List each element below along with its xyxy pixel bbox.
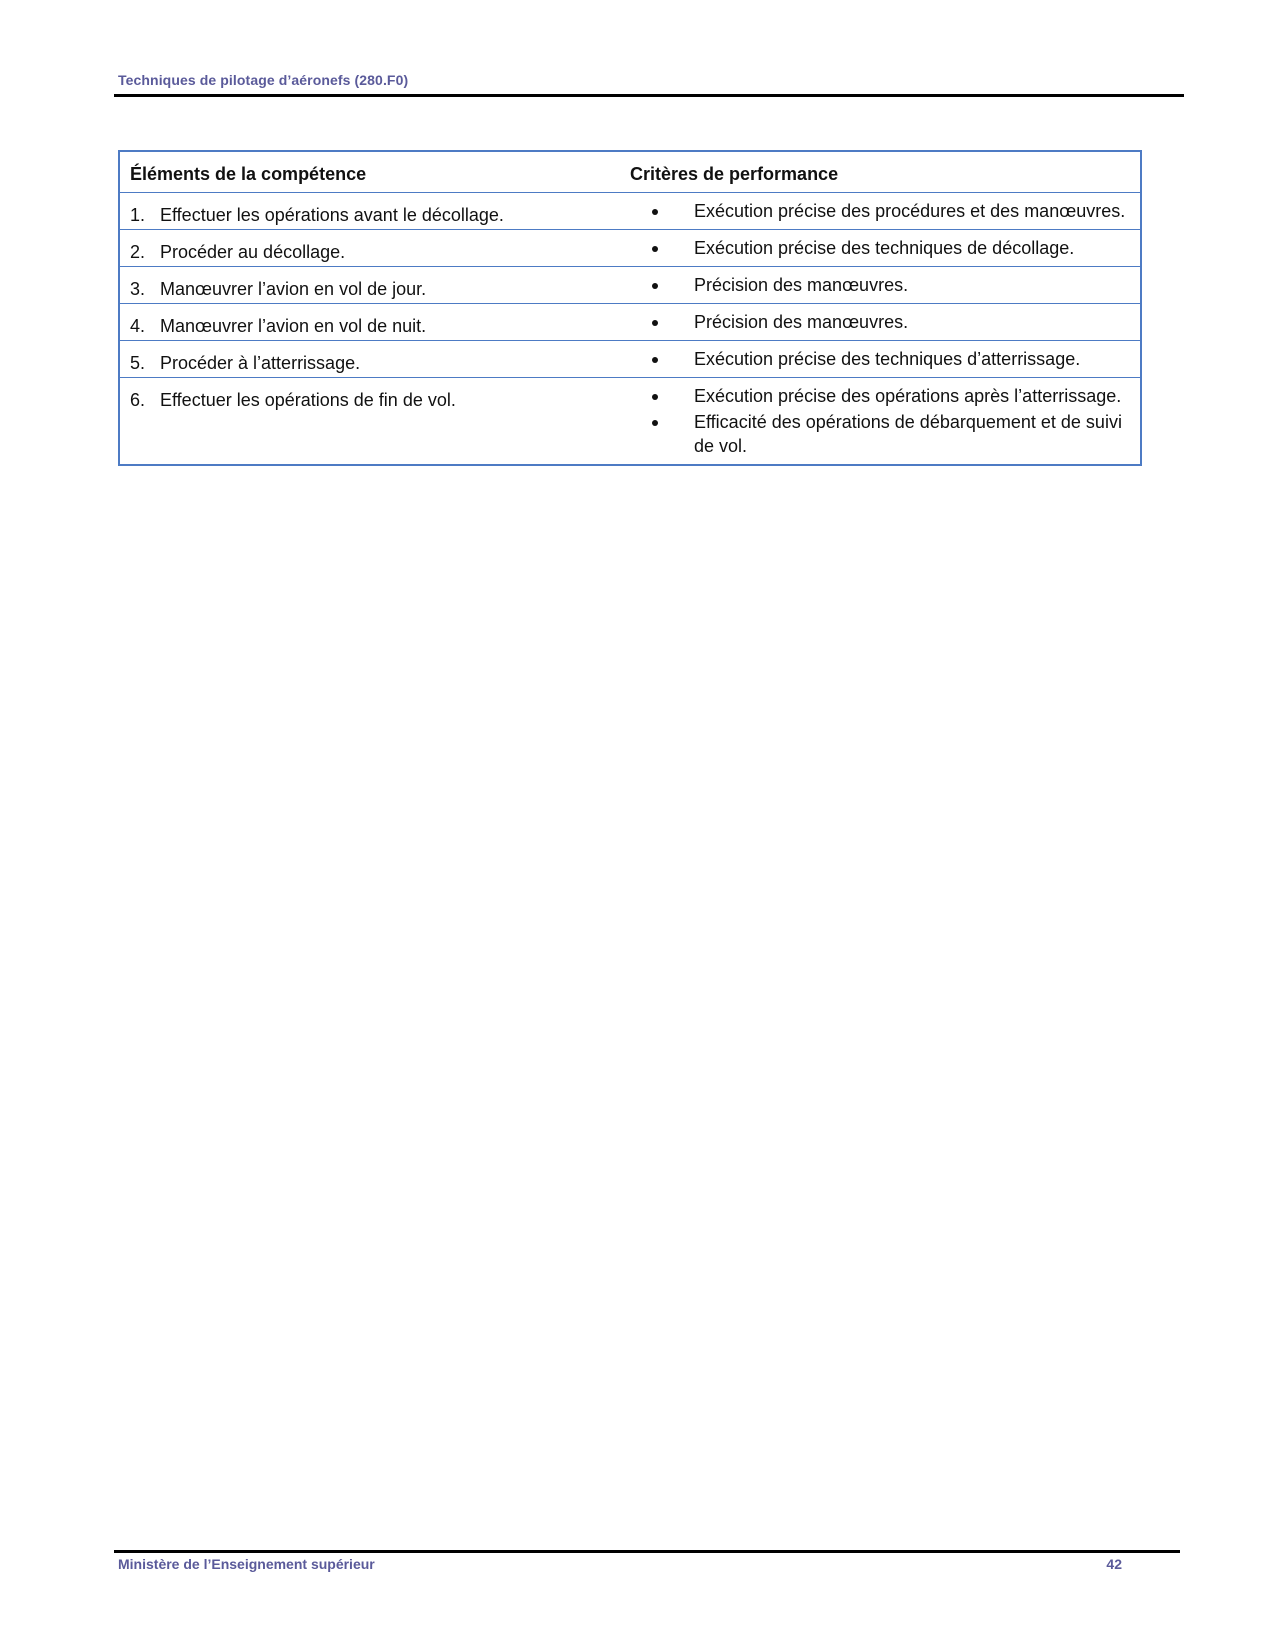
- criterion-item: [652, 410, 1130, 458]
- column-heading-criteria: Critères de performance: [630, 164, 839, 184]
- criteria-cell: [630, 267, 1140, 303]
- element-cell: [120, 304, 630, 340]
- footer-rule: [114, 1550, 1180, 1553]
- criteria-cell: [630, 304, 1140, 340]
- criterion-text: Exécution précise des techniques de décollage.: [694, 238, 1075, 258]
- criteria-cell: [630, 230, 1140, 266]
- criteria-cell: [630, 378, 1140, 464]
- element-number: 3.: [130, 279, 146, 299]
- criterion-text: Exécution précise des opérations après l’atterrissage.: [694, 386, 1122, 406]
- competence-table: [118, 150, 1142, 466]
- table-row: [120, 229, 1140, 266]
- bullet-icon: [652, 246, 658, 252]
- element-text: Effectuer les opérations avant le décollage.: [160, 205, 504, 225]
- criterion-item: [652, 347, 1130, 371]
- criterion-item: [652, 273, 1130, 297]
- element-cell: [120, 267, 630, 303]
- criterion-item: [652, 199, 1130, 223]
- bullet-icon: [652, 394, 658, 400]
- criterion-item: [652, 310, 1130, 334]
- criterion-item: [652, 236, 1130, 260]
- column-heading-elements: Éléments de la compétence: [130, 164, 367, 184]
- table-header-row: [120, 152, 1140, 192]
- element-text: Manœuvrer l’avion en vol de jour.: [160, 279, 427, 299]
- criterion-text: Précision des manœuvres.: [694, 312, 909, 332]
- criterion-text: Efficacité des opérations de débarquement et de suivi de vol.: [694, 412, 1122, 456]
- element-number: 4.: [130, 316, 146, 336]
- bullet-icon: [652, 209, 658, 215]
- table-row: [120, 340, 1140, 377]
- criteria-cell: [630, 193, 1140, 229]
- bullet-icon: [652, 357, 658, 363]
- element-cell: [120, 193, 630, 229]
- criterion-text: Exécution précise des procédures et des manœuvres.: [694, 201, 1126, 221]
- criterion-text: Exécution précise des techniques d’atterrissage.: [694, 349, 1081, 369]
- page-number: 42: [1106, 1556, 1122, 1572]
- element-text: Procéder à l’atterrissage.: [160, 353, 361, 373]
- table-row: [120, 192, 1140, 229]
- running-footer: [118, 1556, 1122, 1572]
- element-cell: [120, 378, 630, 464]
- element-cell: [120, 230, 630, 266]
- element-text: Procéder au décollage.: [160, 242, 346, 262]
- element-cell: [120, 341, 630, 377]
- table-row: [120, 377, 1140, 464]
- table-row: [120, 303, 1140, 340]
- running-header: Techniques de pilotage d’aéronefs (280.F0): [118, 72, 409, 88]
- element-text: Manœuvrer l’avion en vol de nuit.: [160, 316, 427, 336]
- element-number: 5.: [130, 353, 146, 373]
- criterion-text: Précision des manœuvres.: [694, 275, 909, 295]
- bullet-icon: [652, 283, 658, 289]
- footer-publisher: Ministère de l’Enseignement supérieur: [118, 1556, 375, 1572]
- bullet-icon: [652, 320, 658, 326]
- element-text: Effectuer les opérations de fin de vol.: [160, 390, 456, 410]
- criteria-cell: [630, 341, 1140, 377]
- bullet-icon: [652, 420, 658, 426]
- element-number: 1.: [130, 205, 146, 225]
- criterion-item: [652, 384, 1130, 408]
- element-number: 2.: [130, 242, 146, 262]
- element-number: 6.: [130, 390, 146, 410]
- table-row: [120, 266, 1140, 303]
- header-rule: [114, 94, 1184, 97]
